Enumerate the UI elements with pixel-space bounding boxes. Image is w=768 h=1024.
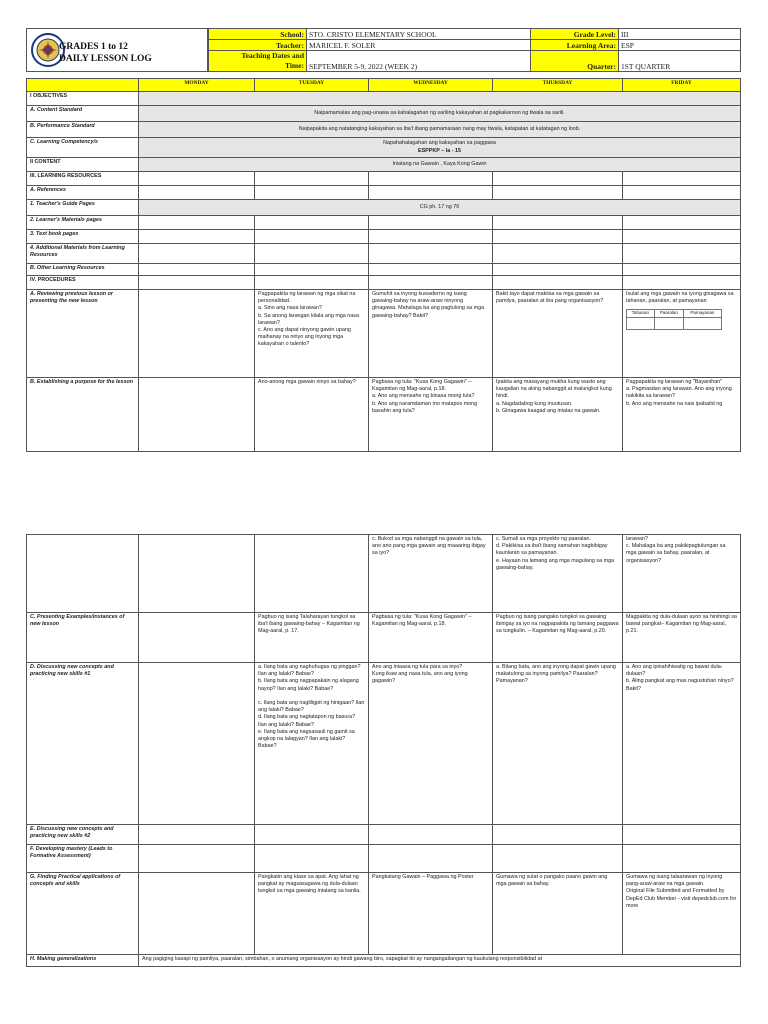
practical-applications-label: G. Finding Practical applications of concepts and skills: [27, 873, 139, 955]
review-thursday: Bakit tayo dapat makiisa sa mga gawain sa pamilya, paaralan at iba pang organisasyon?: [493, 290, 623, 378]
performance-standard-value: Naipapakita ang natatanging kakayahan sa iba't ibang pamamaraan nang may tiwala, katapatan at katatagan ng loob.: [139, 122, 741, 138]
learning-area-value: ESP: [619, 40, 741, 51]
other-resources-label: B. Other Learning Resources: [27, 264, 139, 276]
continued-label: [27, 535, 139, 613]
continued-wednesday: c. Bukod sa mga nabanggit na gawain sa tula, ano ano pang mga gawain ang maaaring ibigay sa iyo?: [369, 535, 493, 613]
practical-monday: [139, 873, 255, 955]
school-label: School:: [209, 29, 307, 40]
purpose-friday: Pagpapakita ng larawan ng "Bayanihan" a. Pagmasdan ang larawan. Ano ang inyong nakikita sa larawan? b. Ano ang mensahe na nais ipabatid ng: [623, 378, 741, 452]
grade-level-label: Grade Level:: [531, 29, 619, 40]
discussing1-monday: [139, 663, 255, 825]
school-value: STO. CRISTO ELEMENTARY SCHOOL: [307, 29, 531, 40]
cell-empty: [493, 172, 623, 186]
mini-table-header-tahanan: Tahanan: [627, 310, 655, 318]
day-header-tuesday: TUESDAY: [255, 79, 369, 92]
discussing-concepts-2-label: E. Discussing new concepts and practicing new skills #2: [27, 825, 139, 845]
cell-empty: [255, 845, 369, 873]
cell-empty: [623, 845, 741, 873]
cell-empty: [623, 172, 741, 186]
purpose-monday: [139, 378, 255, 452]
title-line-1: GRADES 1 to 12: [59, 42, 128, 52]
cell-empty: [369, 244, 493, 264]
document-header: [26, 28, 740, 72]
lesson-table-page-2: [26, 534, 741, 967]
cell-empty: [139, 264, 255, 276]
cell-empty: [623, 216, 741, 230]
header-info-table: [208, 28, 741, 72]
developing-mastery-label: F. Developing mastery (Leads to Formative Assessment): [27, 845, 139, 873]
presenting-tuesday: Pagbuo ng isang Talaharayan tungkol sa iba't ibang gawaing-bahay – Kagamitan ng Mag-aaral, p. 17.: [255, 613, 369, 663]
cell-empty: [623, 276, 741, 290]
review-friday: [623, 290, 741, 378]
teaching-dates-value: SEPTEMBER 5-9, 2022 (WEEK 2): [307, 51, 531, 72]
teaching-dates-label: [209, 51, 307, 72]
cell-empty: [369, 845, 493, 873]
discussing1-tuesday: a. Ilang bata ang naghuhugas ng pinggan? Ilan ang lalaki? Babae? b. Ilang bata ang nagpapakain ng alagang hayop? Ilan ang lalaki? Babae? c. Ilang bata ang nagliligpit ng hinigaan? Ilan ang lalaki? Babae? d. Ilang bata ang nagtatapon ng basura? Ilan ang lalaki? Babae? e. Ilang bata ang nagsasauli ng gamit sa angkop na lalagyan? Ilan ang lalaki? Babae?: [255, 663, 369, 825]
mini-table-header-pamayanan: Pamayanan: [683, 310, 721, 318]
lesson-log-page-2: [0, 530, 768, 1024]
cell-empty: [139, 276, 255, 290]
cell-empty: [493, 276, 623, 290]
practical-friday: Gumawa ng isang talaarawan ng inyong pang-araw-araw na mga gawain. Original File Submitted and Formatted by DepEd Club Member - visit depedclub.com for more: [623, 873, 741, 955]
content-label: II CONTENT: [27, 158, 139, 172]
cell-empty: [139, 230, 255, 244]
cell-empty: [623, 825, 741, 845]
mini-table-cell: [683, 318, 721, 330]
cell-empty: [493, 264, 623, 276]
cell-empty: [623, 264, 741, 276]
cell-empty: [493, 230, 623, 244]
purpose-thursday: Ipakita ang masayang mukha kung wasto ang kaugalian na aking nabanggit at malungkot kung hindi. a. Nagdadabog kung inuutusan. b. Ginagawa kaagad ang iniatas na gawain.: [493, 378, 623, 452]
cell-empty: [369, 172, 493, 186]
cell-empty: [369, 264, 493, 276]
presenting-wednesday: Pagbasa ng tula: "Kusa Kong Gagawin" – Kagamitan ng Mag-aaral, p.18.: [369, 613, 493, 663]
content-standard-label: A. Content Standard: [27, 106, 139, 122]
establishing-purpose-label: B. Establishing a purpose for the lesson: [27, 378, 139, 452]
day-header-monday: MONDAY: [139, 79, 255, 92]
cell-empty: [139, 825, 255, 845]
cell-empty: [255, 230, 369, 244]
teachers-guide-label: 1. Teacher's Guide Pages: [27, 200, 139, 216]
cell-empty: [369, 825, 493, 845]
review-friday-text: Isulat ang mga gawain na iyong ginagawa sa tahanan, paaralan, at pamayanan: [626, 291, 734, 305]
practical-tuesday: Pangkatin ang klase sa apat. Ang lahat ng pangkat ay magsasagawa ng dula-dulaan tungkol sa mga gawaing iniatang sa kanila.: [255, 873, 369, 955]
making-generalizations-label: H. Making generalizations: [27, 955, 139, 967]
discussing1-wednesday: Ano ang iniaasa ng tula para sa inyo? Kung ikaw ang nasa tula, ano ang iyong gagawin?: [369, 663, 493, 825]
document-title: [59, 41, 152, 65]
lesson-table-page-1: [26, 78, 741, 452]
cell-empty: [139, 216, 255, 230]
continued-thursday: c. Sumali sa mga proyekto ng paaralan. d. Pakikiisa sa iba't ibang samahan nagbibigay kaunlaran sa pamayanan. e. Hayaan na lamang ang mga magulang sa mga gawaing-bahay.: [493, 535, 623, 613]
learning-competency-label: C. Learning Competency/s: [27, 138, 139, 158]
learning-resources-label: III. LEARNING RESOURCES: [27, 172, 139, 186]
mini-table-cell: [654, 318, 683, 330]
cell-empty: [493, 186, 623, 200]
teaching-dates-label-line-1: Teaching Dates and: [241, 51, 304, 60]
objectives-cell: [139, 92, 741, 106]
purpose-wednesday: Pagbasa ng tula: "Kusa Kong Gagawin" – Kagamitan ng Mag-aaral, p.18. a. Ano ang mensahe ng binasa mong tula? b. Ano ang naramdaman mo matapos mong basahin ang tula?: [369, 378, 493, 452]
cell-empty: [255, 186, 369, 200]
day-header-friday: FRIDAY: [623, 79, 741, 92]
friday-mini-table: [626, 309, 722, 330]
purpose-tuesday: Ano-anong mga gawain ninyo sa bahay?: [255, 378, 369, 452]
content-value: Iniatang na Gawain , Kaya Kong Gawin: [139, 158, 741, 172]
cell-empty: [369, 186, 493, 200]
objectives-label: I OBJECTIVES: [27, 92, 139, 106]
teachers-guide-value: CG ph. 17 ng 76: [139, 200, 741, 216]
continued-friday: larawan? c. Mahalaga ba ang pakikipagtulungan sa mga gawain sa bahay, paaralan, at organisasyon?: [623, 535, 741, 613]
teaching-dates-label-line-2: Time:: [284, 61, 304, 70]
teacher-label: Teacher:: [209, 40, 307, 51]
cell-empty: [139, 845, 255, 873]
cell-empty: [255, 244, 369, 264]
cell-empty: [255, 825, 369, 845]
cell-empty: [255, 172, 369, 186]
title-line-2: DAILY LESSON LOG: [59, 54, 152, 64]
day-header-wednesday: WEDNESDAY: [369, 79, 493, 92]
practical-thursday: Gumawa ng sulat o pangako paano gawin ang mga gawain sa bahay.: [493, 873, 623, 955]
day-header-blank: [27, 79, 139, 92]
review-wednesday: Gumuhit sa inyong kuwaderno ng isang gawaing-bahay na araw-araw ninyong ginagawa. Mahalaga ba ang pagtulong sa mga gawaing-bahay? Bakit?: [369, 290, 493, 378]
cell-empty: [623, 186, 741, 200]
cell-empty: [369, 216, 493, 230]
quarter-value: 1ST QUARTER: [619, 51, 741, 72]
title-box: [26, 28, 208, 72]
cell-empty: [493, 244, 623, 264]
day-header-thursday: THURSDAY: [493, 79, 623, 92]
cell-empty: [369, 230, 493, 244]
content-standard-value: Naipamamalas ang pag-unawa sa kahalagahan ng sariling kakayahan at pagkakaroon ng tiwala sa sarili.: [139, 106, 741, 122]
presenting-friday: Magpakita ng dula-dulaan ayon sa hinihingi sa bawat pangkat– Kagamitan ng Mag-aaral, p.21.: [623, 613, 741, 663]
practical-wednesday: Pangkatang Gawain – Paggawa ng Poster: [369, 873, 493, 955]
review-tuesday: Pagpapakita ng larawan ng mga sikat na personalidad. a. Sino ang nasa larawan? b. Sa anong larangan kilala ang mga nasa larawan? c. Ano ang dapat ninyong gawin upang maihanay na ninyo ang inyong mga kakayahan o talento?: [255, 290, 369, 378]
reviewing-lesson-label: A. Reviewing previous lesson or presenting the new lesson: [27, 290, 139, 378]
cell-empty: [139, 186, 255, 200]
references-label: A. References: [27, 186, 139, 200]
grade-level-value: III: [619, 29, 741, 40]
quarter-label: Quarter:: [531, 51, 619, 72]
continued-monday: [139, 535, 255, 613]
cell-empty: [493, 845, 623, 873]
learning-competency-value: [139, 138, 741, 158]
textbook-pages-label: 3. Text book pages: [27, 230, 139, 244]
making-generalizations-value: Ang pagiging kasapi ng pamilya, paaralan, simbahan, o anumang organisasyon ay hindi gawang biro, sapagkat ito ay nangangailangan ng kaukulang responsibilidad at: [139, 955, 741, 967]
lesson-log-page-1: [0, 0, 768, 470]
mini-table-cell: [627, 318, 655, 330]
cell-empty: [623, 244, 741, 264]
cell-empty: [139, 244, 255, 264]
teacher-value: MARICEL F. SOLER: [307, 40, 531, 51]
mini-table-header-paaralan: Paaralan: [654, 310, 683, 318]
learning-competency-code: ESPPKP – Ia - 15: [417, 147, 462, 154]
discussing1-thursday: a. Bilang bata, ano ang inyong dapat gawin upang makatulong sa inyong pamilya? Paaralan? Pamayanan?: [493, 663, 623, 825]
cell-empty: [623, 230, 741, 244]
discussing-concepts-1-label: D. Discussing new concepts and practicing new skills #1: [27, 663, 139, 825]
cell-empty: [255, 276, 369, 290]
presenting-monday: [139, 613, 255, 663]
procedures-label: IV. PROCEDURES: [27, 276, 139, 290]
cell-empty: [139, 172, 255, 186]
presenting-thursday: Pagbuo ng isang pangako tungkol sa gawaing ibinigay sa iyo na nagpapakita ng tamang paggawa sa tungkulin. – Kagamitan ng Mag-aaral, p.20.: [493, 613, 623, 663]
cell-empty: [369, 276, 493, 290]
learners-materials-label: 2. Learner's Materials pages: [27, 216, 139, 230]
presenting-examples-label: C. Presenting Examples/instances of new lesson: [27, 613, 139, 663]
additional-materials-label: 4. Additional Materials from Learning Resources: [27, 244, 139, 264]
review-monday: [139, 290, 255, 378]
learning-area-label: Learning Area:: [531, 40, 619, 51]
performance-standard-label: B. Performance Standard: [27, 122, 139, 138]
learning-competency-line-1: Napahahalagahan ang kakayahan sa paggawa: [383, 140, 496, 147]
cell-empty: [493, 216, 623, 230]
cell-empty: [255, 264, 369, 276]
cell-empty: [493, 825, 623, 845]
cell-empty: [255, 216, 369, 230]
continued-tuesday: [255, 535, 369, 613]
day-header-row: [27, 79, 741, 92]
discussing1-friday: a. Ano ang ipinahihiwatig ng bawat dula-dulaan? b. Aling pangkat ang mas nagustuhan ninyo? Bakit?: [623, 663, 741, 825]
